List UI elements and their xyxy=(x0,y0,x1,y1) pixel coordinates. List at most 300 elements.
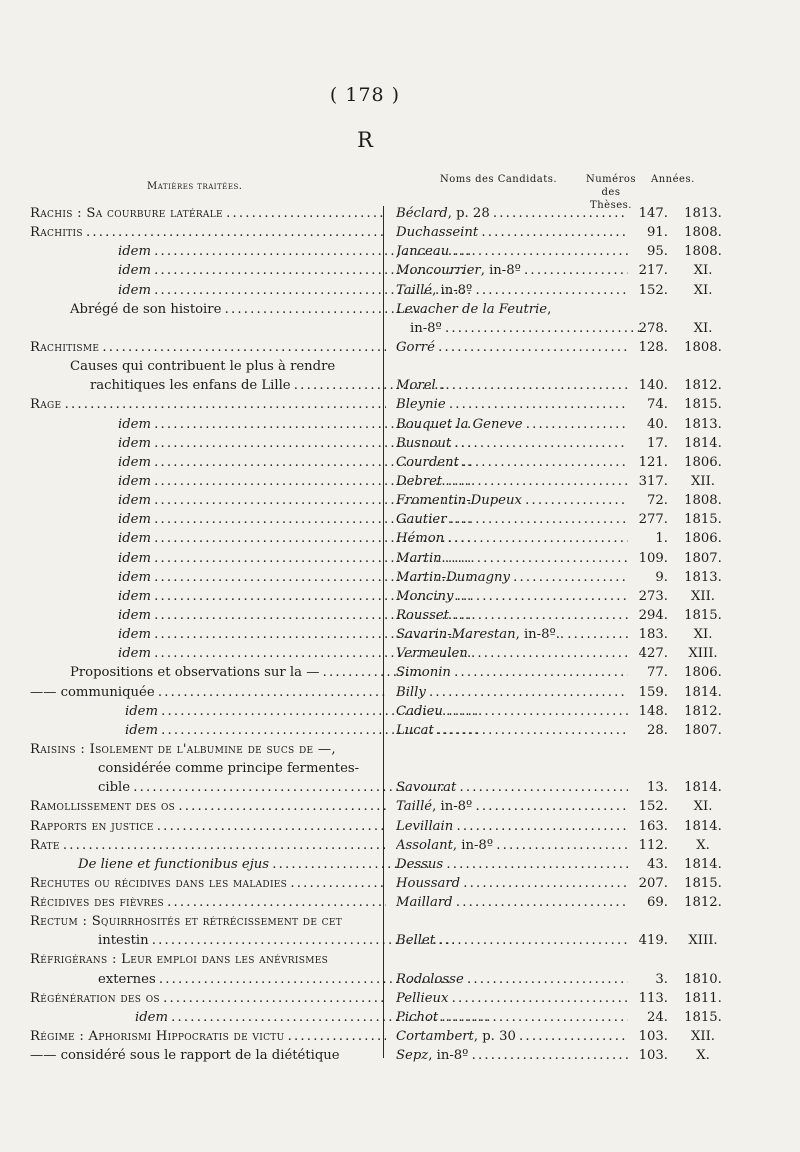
candidate-name: Levacher de la Feutrie xyxy=(396,301,548,317)
candidate-cell xyxy=(396,510,628,529)
thesis-year: 1814. xyxy=(684,435,722,451)
candidate-cell xyxy=(396,549,628,568)
thesis-number: 1. xyxy=(655,531,668,547)
thesis-number: 109. xyxy=(638,550,668,566)
matiere-text: Rate xyxy=(30,837,60,853)
dot-leader xyxy=(155,685,386,700)
dot-leader xyxy=(456,780,628,795)
index-row xyxy=(30,300,720,319)
candidate-name: Cortambert xyxy=(396,1029,474,1045)
thesis-year: 1812. xyxy=(684,703,722,719)
dot-leader xyxy=(522,493,628,508)
thesis-year: 1808. xyxy=(684,244,722,260)
index-row xyxy=(30,606,720,625)
matiere-text: Abrégé de son histoire xyxy=(70,301,222,317)
matiere-cell xyxy=(30,950,386,969)
dot-leader xyxy=(447,512,628,527)
dot-leader xyxy=(442,551,628,566)
index-row xyxy=(30,587,720,606)
matiere-cell xyxy=(30,300,426,319)
candidate-cell xyxy=(396,663,628,682)
candidate-cell xyxy=(396,491,628,510)
candidate-suffix: , p. 30 xyxy=(473,1029,516,1045)
thesis-year: XII. xyxy=(691,588,715,604)
thesis-year: X. xyxy=(696,1048,710,1064)
candidate-name: Courdent xyxy=(396,454,459,470)
index-row xyxy=(30,683,720,702)
thesis-number: 159. xyxy=(638,684,668,700)
candidate-suffix: , in-8º xyxy=(452,837,494,853)
candidate-suffix: , in-8º xyxy=(480,263,521,279)
thesis-number: 317. xyxy=(638,473,668,489)
thesis-number: 3. xyxy=(655,971,668,987)
candidate-suffix: , in-8º xyxy=(432,282,473,298)
candidate-name: Pichot xyxy=(396,1009,439,1025)
dot-leader xyxy=(435,340,628,355)
matiere-text: —— communiquée xyxy=(30,684,155,700)
index-row xyxy=(30,836,720,855)
index-row xyxy=(30,223,720,242)
dot-leader xyxy=(472,283,628,298)
column-header-noms: Noms des Candidats. xyxy=(440,174,558,185)
matiere-text: idem xyxy=(118,454,151,470)
matiere-cell xyxy=(30,204,386,223)
candidate-cell xyxy=(396,587,628,606)
candidate-cell xyxy=(396,874,628,893)
index-row xyxy=(30,376,720,395)
dot-leader xyxy=(472,799,628,814)
thesis-number: 419. xyxy=(638,933,668,949)
candidate-name: Dessus xyxy=(396,856,444,872)
candidate-cell xyxy=(396,472,628,491)
dot-leader xyxy=(160,991,386,1006)
candidate-cell xyxy=(396,702,628,721)
matiere-cell xyxy=(30,989,386,1008)
thesis-number: 17. xyxy=(647,435,668,451)
candidate-name: Simonin xyxy=(396,665,451,681)
matiere-text: idem xyxy=(118,493,151,509)
dot-leader xyxy=(175,799,386,814)
candidate-cell xyxy=(396,1008,628,1027)
index-row xyxy=(30,893,720,912)
candidate-cell xyxy=(396,606,628,625)
column-header-annees: Années. xyxy=(651,174,695,185)
matiere-text: Propositions et observations sur la — xyxy=(70,665,320,681)
matiere-text: idem xyxy=(118,607,151,623)
candidate-name: Sepz xyxy=(396,1048,429,1064)
index-row xyxy=(30,549,720,568)
dot-leader xyxy=(164,895,386,910)
dot-leader xyxy=(435,933,628,948)
index-row xyxy=(30,855,720,874)
candidate-name: Gorré xyxy=(396,339,435,355)
matiere-text: intestin xyxy=(98,933,149,949)
candidate-name: Moncourrier xyxy=(396,263,481,279)
thesis-number: 277. xyxy=(638,512,668,528)
dot-leader xyxy=(516,1029,628,1044)
thesis-number: 40. xyxy=(647,416,668,432)
index-row xyxy=(30,797,720,816)
thesis-year: 1813. xyxy=(684,206,722,221)
matiere-cell xyxy=(30,855,434,874)
index-row xyxy=(30,434,720,453)
thesis-number: 121. xyxy=(638,454,668,470)
thesis-year: 1806. xyxy=(684,665,722,681)
dot-leader xyxy=(453,895,628,910)
thesis-year: 1815. xyxy=(684,875,722,891)
thesis-number: 294. xyxy=(638,607,668,623)
thesis-year: 1815. xyxy=(684,512,722,528)
matiere-cell xyxy=(30,357,426,376)
index-row xyxy=(30,912,720,931)
candidate-cell xyxy=(396,223,628,242)
matiere-text: idem xyxy=(118,263,151,279)
dot-leader xyxy=(443,704,628,719)
matiere-text: idem xyxy=(118,473,151,489)
thesis-year: XI. xyxy=(693,282,713,298)
matiere-text: idem xyxy=(118,627,151,643)
thesis-number: 128. xyxy=(638,339,668,355)
index-row xyxy=(30,472,720,491)
candidate-suffix: in-8º xyxy=(410,320,442,336)
matiere-cell xyxy=(30,874,386,893)
dot-leader xyxy=(459,455,628,470)
candidate-name: Taillé xyxy=(396,282,433,298)
index-row xyxy=(30,625,720,644)
thesis-year: 1812. xyxy=(684,895,722,911)
dot-leader xyxy=(453,589,628,604)
matiere-text: De liene et functionibus ejus xyxy=(78,856,270,872)
matiere-text: Rachis : Sa courbure latérale xyxy=(30,206,223,221)
index-row xyxy=(30,778,720,797)
matiere-text: Rapports en justice xyxy=(30,818,154,834)
thesis-year: XIII. xyxy=(688,933,718,949)
candidate-cell xyxy=(396,836,628,855)
dot-leader xyxy=(223,206,386,221)
thesis-number: 69. xyxy=(647,895,668,911)
dot-leader xyxy=(438,1010,628,1025)
dot-leader xyxy=(510,570,628,585)
index-row xyxy=(30,242,720,261)
thesis-year: XI. xyxy=(693,320,713,336)
dot-leader xyxy=(451,436,628,451)
dot-leader xyxy=(493,838,628,853)
matiere-cell xyxy=(30,663,426,682)
thesis-number: 278. xyxy=(638,320,668,336)
candidate-cell xyxy=(396,415,628,434)
candidate-name: Bellet xyxy=(396,933,436,949)
candidate-cell xyxy=(396,338,628,357)
dot-leader xyxy=(436,378,628,393)
matiere-text: Réfrigérans : Leur emploi dans les anévrismes xyxy=(30,952,329,968)
candidate-name: Bouquet la Geneve xyxy=(396,416,523,432)
thesis-year: 1814. xyxy=(684,856,722,872)
matiere-text: idem xyxy=(118,646,151,662)
matiere-cell xyxy=(30,893,386,912)
index-row xyxy=(30,931,720,950)
matiere-text: idem xyxy=(118,282,151,298)
dot-leader xyxy=(444,531,628,546)
thesis-number: 74. xyxy=(647,397,668,413)
candidate-name: Martin xyxy=(396,550,442,566)
thesis-year: 1807. xyxy=(684,722,722,738)
matiere-cell xyxy=(30,338,386,357)
dot-leader xyxy=(434,723,628,738)
index-row xyxy=(30,568,720,587)
matiere-text: Rachitis xyxy=(30,225,83,241)
thesis-year: 1815. xyxy=(684,397,722,413)
index-row xyxy=(30,989,720,1008)
candidate-cell xyxy=(396,1027,628,1046)
dot-leader xyxy=(443,857,628,872)
thesis-year: XI. xyxy=(693,627,713,643)
dot-leader xyxy=(451,665,628,680)
candidate-name: Savarin-Marestan xyxy=(396,627,516,643)
thesis-number: 95. xyxy=(647,244,668,260)
dot-leader xyxy=(449,608,628,623)
matiere-text: idem xyxy=(118,435,151,451)
matiere-text: Rage xyxy=(30,397,62,413)
thesis-year: 1814. xyxy=(684,684,722,700)
thesis-number: 24. xyxy=(647,1009,668,1025)
candidate-name: Monciny xyxy=(396,588,454,604)
thesis-year: XIII. xyxy=(688,646,718,662)
column-header-numeros-line1: Numéros xyxy=(585,174,637,185)
matiere-cell xyxy=(30,395,386,414)
matiere-text: idem xyxy=(118,244,151,260)
thesis-number: 13. xyxy=(647,780,668,796)
index-row xyxy=(30,415,720,434)
index-row xyxy=(30,702,720,721)
candidate-name: Assolant xyxy=(396,837,453,853)
candidate-suffix: , p. 28 xyxy=(447,206,490,221)
candidate-name: Rousset xyxy=(396,607,450,623)
candidate-cell xyxy=(396,683,628,702)
matiere-text: cible xyxy=(98,780,131,796)
candidate-cell xyxy=(396,989,628,1008)
candidate-cell xyxy=(396,817,628,836)
column-header-numeros-line2: des Thèses. xyxy=(590,187,632,211)
matiere-text: Récidives des fièvres xyxy=(30,895,164,911)
candidate-name: Lucat xyxy=(396,722,434,738)
matiere-cell xyxy=(30,376,446,395)
thesis-number: 427. xyxy=(638,646,668,662)
candidate-cell xyxy=(396,721,628,740)
candidate-name: Morel xyxy=(396,378,436,394)
dot-leader xyxy=(99,340,386,355)
dot-leader xyxy=(523,417,628,432)
thesis-year: 1811. xyxy=(684,990,722,1006)
index-row xyxy=(30,740,720,759)
thesis-year: X. xyxy=(696,837,710,853)
dot-leader xyxy=(442,321,642,336)
matiere-cell xyxy=(30,817,386,836)
index-row xyxy=(30,510,720,529)
candidate-name: Janceau xyxy=(396,244,450,260)
candidate-name: Bleynie xyxy=(396,397,446,413)
index-row xyxy=(30,1027,720,1046)
thesis-number: 91. xyxy=(647,225,668,241)
index-row xyxy=(30,663,720,682)
candidate-cell xyxy=(396,644,628,663)
index-row xyxy=(30,281,720,300)
candidate-cell xyxy=(396,242,628,261)
matiere-text: idem xyxy=(118,416,151,432)
candidate-name: Levillain xyxy=(396,818,454,834)
thesis-year: XII. xyxy=(691,1029,715,1045)
thesis-number: 152. xyxy=(638,799,668,815)
matiere-cell xyxy=(30,931,454,950)
thesis-year: 1810. xyxy=(684,971,722,987)
matiere-text: Régénération des os xyxy=(30,990,160,1006)
dot-leader xyxy=(60,838,386,853)
index-row xyxy=(30,357,720,376)
candidate-cell xyxy=(396,797,628,816)
dot-leader xyxy=(287,876,386,891)
dot-leader xyxy=(468,646,628,661)
matiere-cell xyxy=(30,778,457,797)
thesis-year: 1806. xyxy=(684,531,722,547)
matiere-text: Ramollissement des os xyxy=(30,799,176,815)
index-row xyxy=(30,453,720,472)
matiere-cell xyxy=(30,683,386,702)
candidate-cell xyxy=(396,300,628,319)
index-row xyxy=(30,204,720,223)
dot-leader xyxy=(521,263,628,278)
matiere-text: Rectum : Squirrhosités et rétrécissement de cet xyxy=(30,914,343,930)
index-row xyxy=(30,491,720,510)
candidate-name: Debret xyxy=(396,473,443,489)
candidate-name: Vermeulen xyxy=(396,646,468,662)
dot-leader xyxy=(426,685,628,700)
matiere-text: idem xyxy=(118,512,151,528)
dot-leader xyxy=(464,972,628,987)
matiere-text: Causes qui contribuent le plus à rendre xyxy=(70,359,336,375)
thesis-year: 1814. xyxy=(684,818,722,834)
candidate-suffix: , xyxy=(547,301,552,317)
thesis-year: 1815. xyxy=(684,1009,722,1025)
matiere-text: idem xyxy=(125,722,158,738)
thesis-number: 217. xyxy=(638,263,668,279)
thesis-year: 1808. xyxy=(684,493,722,509)
candidate-name: Rodolosse xyxy=(396,971,464,987)
candidate-cell xyxy=(396,453,628,472)
index-row xyxy=(30,529,720,548)
thesis-number: 147. xyxy=(638,206,668,221)
candidate-cell xyxy=(396,1046,628,1065)
index-row xyxy=(30,759,720,778)
thesis-number: 103. xyxy=(638,1048,668,1064)
dot-leader xyxy=(448,991,628,1006)
thesis-number: 163. xyxy=(638,818,668,834)
matiere-cell xyxy=(30,970,454,989)
dot-leader xyxy=(490,206,628,221)
candidate-name: Cadieu xyxy=(396,703,443,719)
candidate-cell xyxy=(396,204,628,223)
thesis-year: XI. xyxy=(693,799,713,815)
candidate-name: Billy xyxy=(396,684,426,700)
candidate-name: Duchasseint xyxy=(396,225,479,241)
matiere-text: Rachitisme xyxy=(30,339,100,355)
candidate-cell xyxy=(396,568,628,587)
matiere-cell xyxy=(30,797,386,816)
page-number: ( 178 ) xyxy=(329,84,401,106)
thesis-number: 113. xyxy=(638,990,668,1006)
index-row xyxy=(30,1008,720,1027)
matiere-text: considérée comme principe fermentes- xyxy=(98,761,360,777)
thesis-year: 1807. xyxy=(684,550,722,566)
section-letter: R xyxy=(357,128,373,152)
thesis-number: 207. xyxy=(638,875,668,891)
index-row xyxy=(30,874,720,893)
index-row xyxy=(30,395,720,414)
matiere-text: Raisins : Isolement de l'albumine de sucs de —, xyxy=(30,741,336,757)
matiere-text: idem xyxy=(118,569,151,585)
candidate-cell xyxy=(396,281,628,300)
thesis-number: 273. xyxy=(638,588,668,604)
thesis-number: 112. xyxy=(638,837,668,853)
thesis-number: 43. xyxy=(647,856,668,872)
thesis-number: 103. xyxy=(638,1029,668,1045)
thesis-number: 148. xyxy=(638,703,668,719)
index-row xyxy=(30,1046,720,1065)
thesis-number: 28. xyxy=(647,722,668,738)
dot-leader xyxy=(449,244,628,259)
candidate-name: Hémon xyxy=(396,531,445,547)
matiere-text: idem xyxy=(135,1009,168,1025)
matiere-cell xyxy=(30,836,386,855)
thesis-year: 1808. xyxy=(684,339,722,355)
candidate-name: Martin-Dumagny xyxy=(396,569,510,585)
candidate-cell xyxy=(396,395,628,414)
thesis-number: 72. xyxy=(647,493,668,509)
thesis-year: 1806. xyxy=(684,454,722,470)
matiere-text: externes xyxy=(98,971,156,987)
candidate-name: Savourat xyxy=(396,780,457,796)
candidate-name: Béclard xyxy=(396,206,448,221)
matiere-text: —— considéré sous le rapport de la diététique xyxy=(30,1048,340,1064)
candidate-suffix: , in-8º xyxy=(432,799,473,815)
matiere-text: Rechutes ou récidives dans les maladies xyxy=(30,875,288,891)
matiere-text: idem xyxy=(125,703,158,719)
dot-leader xyxy=(468,1048,628,1063)
dot-leader xyxy=(460,876,628,891)
candidate-cell xyxy=(396,893,628,912)
matiere-text: idem xyxy=(118,550,151,566)
dot-leader xyxy=(442,474,628,489)
candidate-name: Maillard xyxy=(396,895,453,911)
thesis-number: 140. xyxy=(638,378,668,394)
thesis-number: 152. xyxy=(638,282,668,298)
dot-leader xyxy=(284,1029,386,1044)
index-table xyxy=(30,204,720,1065)
thesis-number: 77. xyxy=(647,665,668,681)
candidate-cell xyxy=(396,319,642,338)
column-header-matieres: Matières traitées. xyxy=(147,181,243,192)
index-row xyxy=(30,338,720,357)
matiere-text: idem xyxy=(118,531,151,547)
candidate-cell xyxy=(396,261,628,280)
candidate-cell xyxy=(396,931,628,950)
candidate-cell xyxy=(396,855,628,874)
dot-leader xyxy=(453,819,628,834)
candidate-name: Busnout xyxy=(396,435,452,451)
candidate-cell xyxy=(396,434,628,453)
thesis-year: XI. xyxy=(693,263,713,279)
candidate-cell xyxy=(396,376,628,395)
candidate-cell xyxy=(396,529,628,548)
thesis-number: 183. xyxy=(638,627,668,643)
